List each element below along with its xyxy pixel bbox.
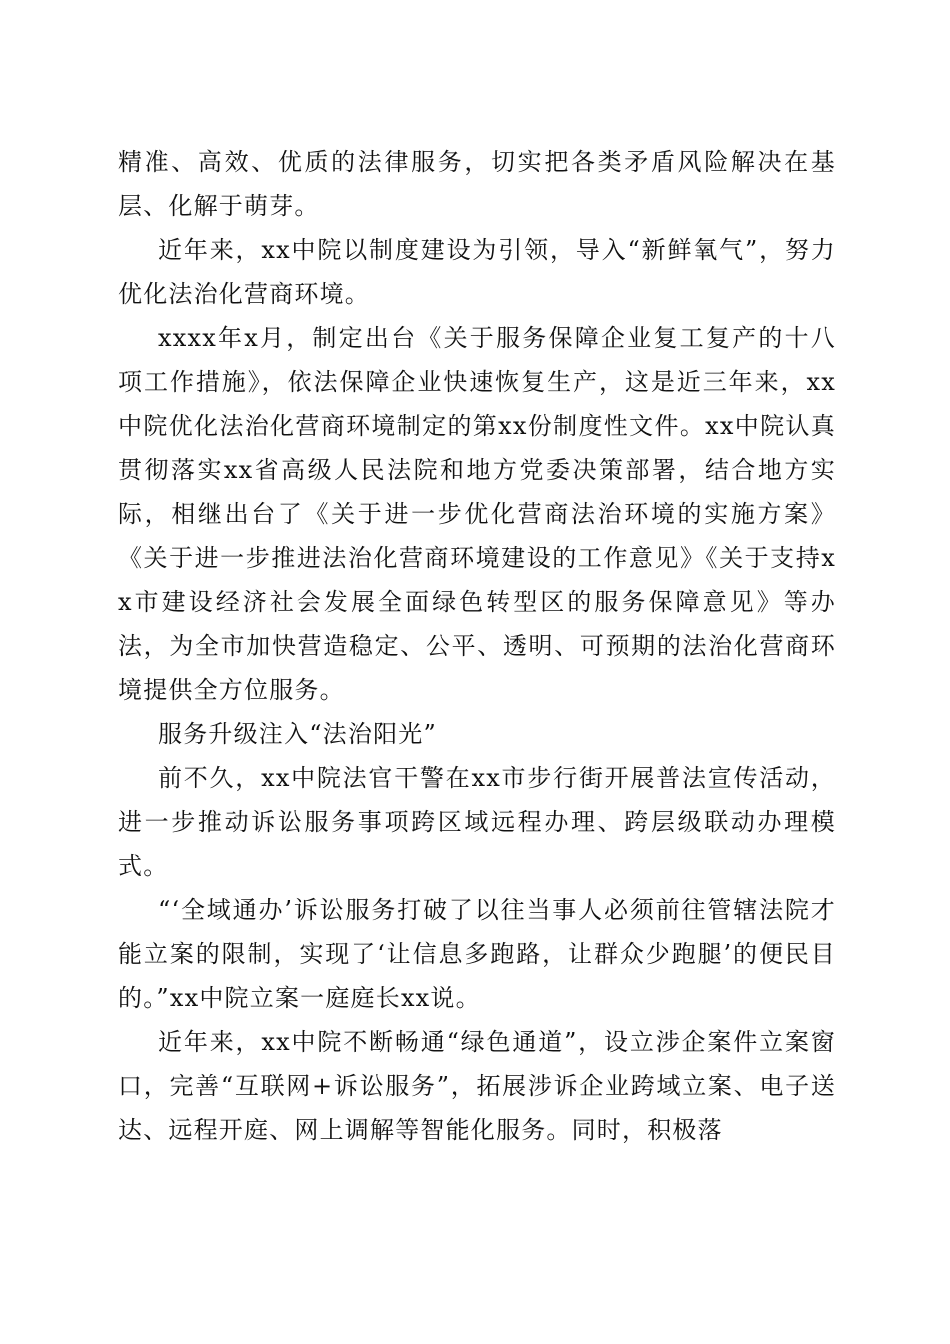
section-heading: 服务升级注入“法治阳光” [158, 720, 437, 748]
quote-paragraph: “‘全域通办’诉讼服务打破了以往当事人必须前往管辖法院才能立案的限制，实现了‘让信息多跑路，让群众少跑腿’的便民目的。”xx中院立案一庭庭长xx说。 [118, 896, 836, 1012]
paragraph: 前不久，xx中院法官干警在xx市步行街开展普法宣传活动，进一步推动诉讼服务事项跨区域远程办理、跨层级联动办理模式。 [118, 764, 836, 880]
paragraph-continued: 精准、高效、优质的法律服务，切实把各类矛盾风险解决在基层、化解于萌芽。 [118, 148, 836, 220]
document-body [118, 140, 836, 1152]
paragraph: 近年来，xx中院不断畅通“绿色通道”，设立涉企案件立案窗口，完善“互联网+诉讼服务”，拓展涉诉企业跨域立案、电子送达、远程开庭、网上调解等智能化服务。同时，积极落 [118, 1028, 836, 1144]
paragraph: xxxx年x月，制定出台《关于服务保障企业复工复产的十八项工作措施》，依法保障企业快速恢复生产，这是近三年来，xx中院优化法治化营商环境制定的第xx份制度性文件。xx中院认真贯彻落实xx省高级人民法院和地方党委决策部署，结合地方实际，相继出台了《关于进一步优化营商法治环境的实施方案》《关于进一步推进法治化营商环境建设的工作意见》《关于支持xx市建设经济社会发展全面绿色转型区的服务保障意见》等办法，为全市加快营造稳定、公平、透明、可预期的法治化营商环境提供全方位服务。 [118, 324, 836, 704]
paragraph: 近年来，xx中院以制度建设为引领，导入“新鲜氧气”，努力优化法治化营商环境。 [118, 236, 836, 308]
